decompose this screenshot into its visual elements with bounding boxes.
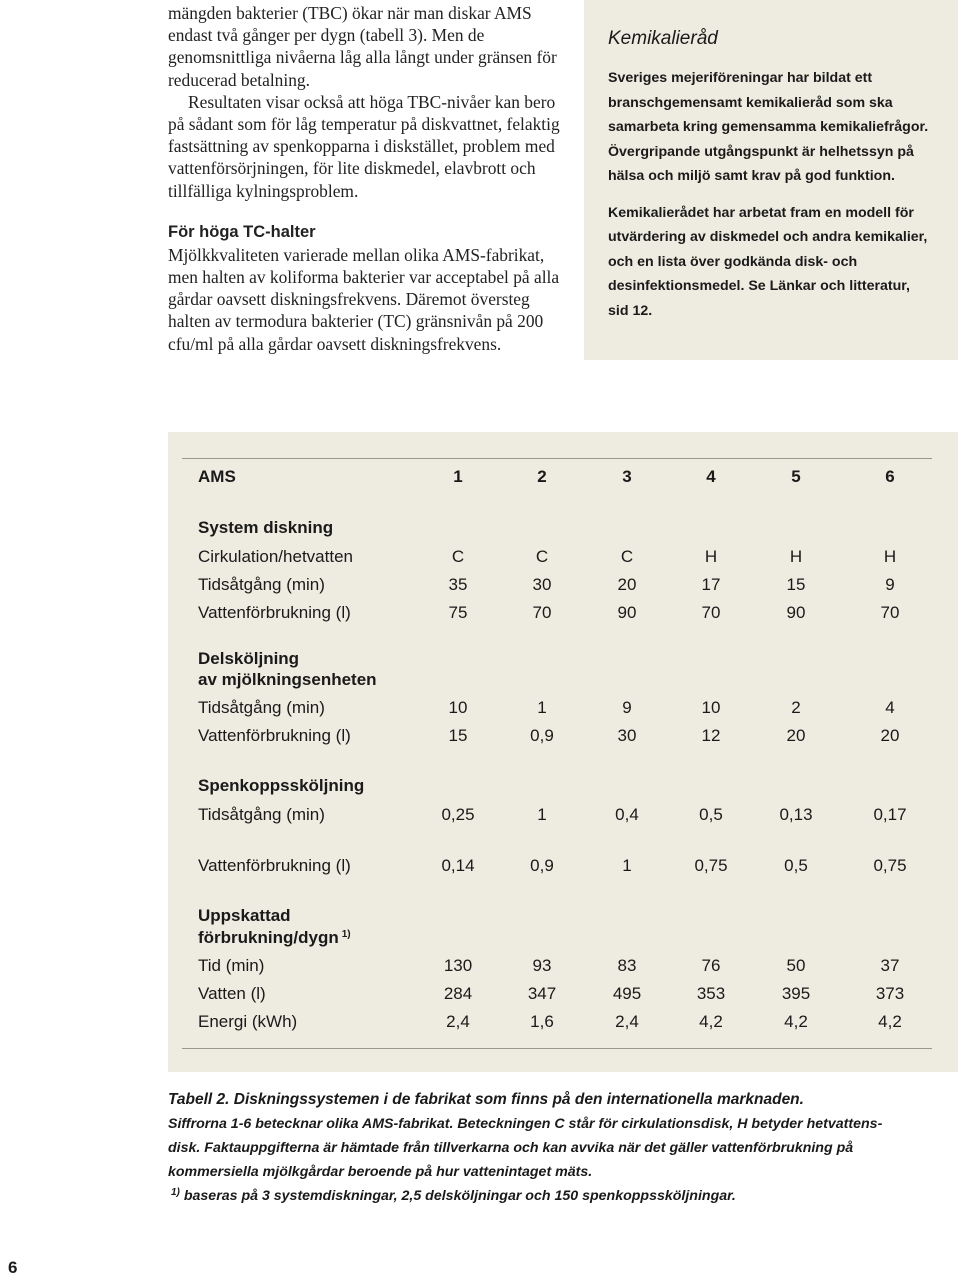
body-paragraph-2: Resultaten visar också att höga TBC-nivåer kan bero på sådant som för låg temperatur på diskvattnet, felaktig fastsättning av spenkopparna i diskstället, problem med vattenförsörjningen, för lite diskmedel, elavbrott och tillfälliga kylningsproblem. xyxy=(168,91,560,201)
table-row-label: Tidsåtgång (min) xyxy=(198,698,325,717)
table-header-col-5: 5 xyxy=(791,467,801,486)
table-cell: 1,6 xyxy=(530,1012,554,1031)
footnote-ref: 1) xyxy=(341,929,351,940)
table-cell: 1 xyxy=(622,856,632,875)
page-number: 6 xyxy=(8,1258,18,1277)
table-cell: 0,4 xyxy=(615,805,639,824)
table-bottom-rule xyxy=(182,1048,932,1049)
table-cell: 373 xyxy=(875,984,905,1003)
group-title: System diskning xyxy=(198,518,334,537)
table-cell: 90 xyxy=(786,603,806,622)
table-top-rule xyxy=(182,458,932,459)
table-cell: 0,13 xyxy=(779,805,813,824)
table-cell: 10 xyxy=(701,698,721,717)
table-cell: 4,2 xyxy=(784,1012,808,1031)
table-header-col-4: 4 xyxy=(706,467,716,486)
table-row-label: Tid (min) xyxy=(198,956,265,975)
table-row-label: Cirkulation/hetvatten xyxy=(198,547,353,566)
table-cell: 83 xyxy=(617,956,637,975)
table-cell: 395 xyxy=(781,984,811,1003)
table-cell: 0,5 xyxy=(699,805,723,824)
table-cell: 284 xyxy=(443,984,473,1003)
table-cell: 10 xyxy=(448,698,468,717)
table-header-col-2: 2 xyxy=(537,467,547,486)
table-cell: 70 xyxy=(701,603,721,622)
table-cell: C xyxy=(535,547,549,566)
footnote-text: baseras på 3 systemdiskningar, 2,5 delsköljningar och 150 spenkoppssköljningar. xyxy=(183,1188,736,1204)
table-cell: 353 xyxy=(696,984,726,1003)
table-cell: 15 xyxy=(786,575,806,594)
section-heading: För höga TC-halter xyxy=(168,222,316,241)
table-cell: 20 xyxy=(617,575,637,594)
table-cell: 347 xyxy=(527,984,557,1003)
table-row-label: Vatten (l) xyxy=(198,984,266,1003)
group-title: Uppskattad xyxy=(198,906,291,925)
table-cell: C xyxy=(451,547,465,566)
table-cell: H xyxy=(883,547,897,566)
table-cell: 20 xyxy=(880,726,900,745)
table-cell: 9 xyxy=(622,698,632,717)
table-cell: 17 xyxy=(701,575,721,594)
table-cell: 76 xyxy=(701,956,721,975)
table-cell: 0,9 xyxy=(530,726,554,745)
caption-footnote xyxy=(168,1184,958,1208)
table-cell: 1 xyxy=(537,698,547,717)
table-cell: 4 xyxy=(885,698,895,717)
table-cell: 0,75 xyxy=(694,856,728,875)
table-row-label: Tidsåtgång (min) xyxy=(198,575,325,594)
table-cell: 0,25 xyxy=(441,805,475,824)
table-cell: 1 xyxy=(537,805,547,824)
table-cell: 70 xyxy=(880,603,900,622)
table-cell: 50 xyxy=(786,956,806,975)
table-cell: 2 xyxy=(791,698,801,717)
sidebar-paragraph-2: Kemikalierådet har arbetat fram en modell för utvärdering av diskmedel och andra kemikalier, och en lista över godkända disk- och desinfektionsmedel. Se Länkar och litteratur, sid 12. xyxy=(608,204,928,319)
table-row-label: Tidsåtgång (min) xyxy=(198,805,325,824)
body-paragraph-1: mängden bakterier (TBC) ökar när man diskar AMS endast två gånger per dygn (tabell 3). Men de genomsnittliga nivåerna låg alla långt under gränsen för reducerad betalning. xyxy=(168,3,557,90)
table-cell: H xyxy=(789,547,803,566)
caption-title: Tabell 2. Diskningssystemen i de fabrikat som finns på den internationella marknaden. xyxy=(168,1091,804,1108)
table-cell: 0,5 xyxy=(784,856,808,875)
table-header-col-1: 1 xyxy=(453,467,463,486)
table-cell: 37 xyxy=(880,956,900,975)
table-cell: 4,2 xyxy=(699,1012,723,1031)
table-row-label: Energi (kWh) xyxy=(198,1012,298,1031)
table-cell: 93 xyxy=(532,956,552,975)
table-cell: 30 xyxy=(617,726,637,745)
body-column xyxy=(168,2,568,355)
table-cell: C xyxy=(620,547,634,566)
table-cell: 15 xyxy=(448,726,468,745)
table-cell: 70 xyxy=(532,603,552,622)
table-cell: H xyxy=(704,547,718,566)
body-paragraph-3: Mjölkkvaliteten varierade mellan olika AMS-fabrikat, men halten av koliforma bakterier var acceptabel på alla gårdar oavsett diskningsfrekvens. Däremot översteg halten av termodura bakterier (TC) gränsnivån på 200 cfu/ml på alla gårdar oavsett diskningsfrekvens. xyxy=(168,244,560,354)
table-row-label: Vattenförbrukning (l) xyxy=(198,603,351,622)
caption-line-3: kommersiella mjölkgårdar beroende på hur vattenintaget mäts. xyxy=(168,1164,593,1180)
table-caption xyxy=(168,1088,958,1208)
table-cell: 0,9 xyxy=(530,856,554,875)
table-cell: 2,4 xyxy=(446,1012,470,1031)
group-title: Spenkoppssköljning xyxy=(198,776,365,795)
table-cell: 130 xyxy=(443,956,473,975)
footnote-mark: 1) xyxy=(171,1187,180,1198)
table-cell: 4,2 xyxy=(878,1012,902,1031)
table-cell: 0,17 xyxy=(873,805,907,824)
data-table xyxy=(168,432,958,1072)
table-header-col-6: 6 xyxy=(885,467,895,486)
table-cell: 0,75 xyxy=(873,856,907,875)
group-title-line2: förbrukning/dygn $^{1)}$ xyxy=(198,928,351,947)
table-cell: 35 xyxy=(448,575,468,594)
table-header-ams: AMS xyxy=(198,467,236,486)
table-cell: 30 xyxy=(532,575,552,594)
caption-line-2: disk. Faktauppgifterna är hämtade från tillverkarna och kan avvika när det gäller vattenförbrukning på xyxy=(168,1140,854,1156)
sidebar-paragraph-1: Sveriges mejeriföreningar har bildat ett branschgemensamt kemikalieråd som ska samarbeta kring gemensamma kemikaliefrågor. Övergripande utgångspunkt är helhetssyn på hälsa och miljö samt krav på god funktion. xyxy=(608,70,929,184)
group-title-line2: av mjölkningsenheten xyxy=(198,670,377,689)
table-cell: 75 xyxy=(448,603,468,622)
table-row-label: Vattenförbrukning (l) xyxy=(198,726,351,745)
sidebar-title: Kemikalieråd xyxy=(608,28,718,49)
table-cell: 20 xyxy=(786,726,806,745)
table-cell: 90 xyxy=(617,603,637,622)
table-cell: 495 xyxy=(612,984,642,1003)
table-row-label: Vattenförbrukning (l) xyxy=(198,856,351,875)
table-cell: 9 xyxy=(885,575,895,594)
group-title: Delsköljning xyxy=(198,649,300,668)
table-cell: 12 xyxy=(701,726,721,745)
sidebar-box xyxy=(584,0,958,360)
table-header-col-3: 3 xyxy=(622,467,632,486)
caption-line-1: Siffrorna 1-6 betecknar olika AMS-fabrikat. Beteckningen C står för cirkulationsdisk, H betyder hetvattens- xyxy=(168,1116,883,1132)
table-cell: 2,4 xyxy=(615,1012,639,1031)
table-cell: 0,14 xyxy=(441,856,475,875)
